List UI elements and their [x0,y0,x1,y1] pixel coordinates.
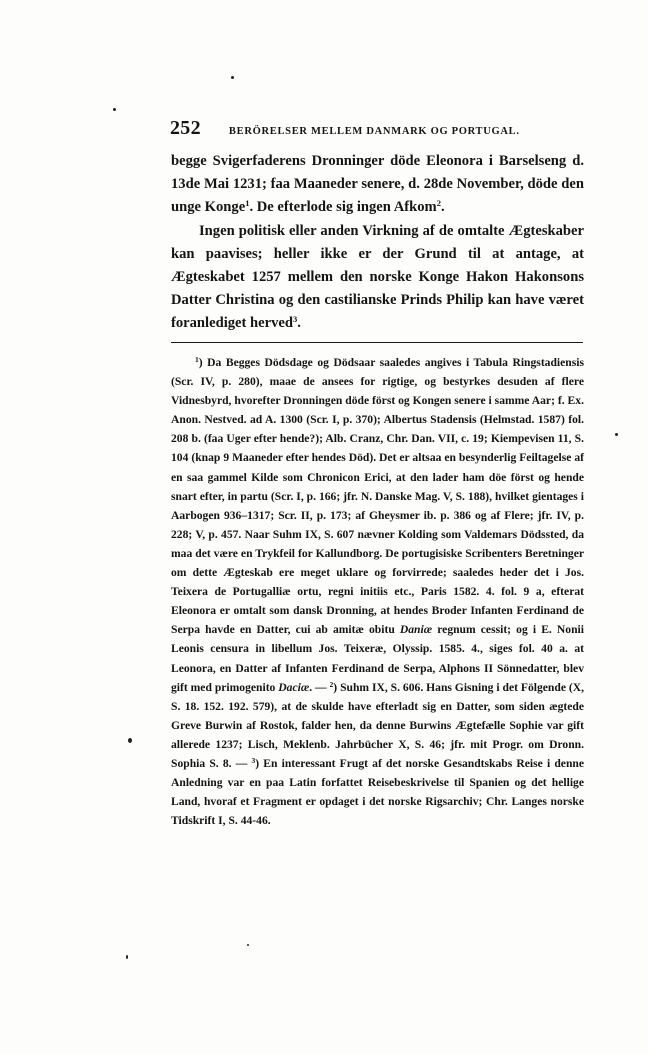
footnotes [171,353,584,830]
footnote-ref-1: 1 [245,198,250,209]
footnote-2-text: Suhm IX, S. 606. Hans Gisning i det Fölgende (X, S. 18. 152. 192. 579), at de skulde have efterladt sig en Datter, som siden ægtede Greve Burwin af Rostok, falder hen, da denne Burwins Ægtefælle Sophie var gift allerede 1237; Lisch, Meklenb. Jahrbücher X, S. 46; jfr. mit Progr. om Dronn. Sophia S. 8. [171,680,585,770]
running-header [170,117,590,139]
footnote-italic-daniae: Daniæ [399,623,433,637]
footnote-divider [171,342,583,343]
ink-speck [126,955,128,959]
footnote-ref-3: 3 [293,314,298,325]
ink-speck [615,433,618,436]
page-number: 252 [170,117,201,139]
ink-speck [247,944,249,946]
footnote-ref-2: 2 [436,198,441,209]
main-text [171,150,584,336]
footnote-italic-daciae: Daciæ [278,680,310,694]
footnote-3-text: En interessant Frugt af det norske Gesandtskabs Reise i denne Anledning var en paa Latin forfattet Reisebeskrivelse til Spanien og det hellige Land, hvoraf et Fragment er opdaget i det norske Rigsarchiv; Chr. Langes norske Tidskrift I, S. 44-46. [171,756,584,828]
footnote-block: $^1$) Da Begges Dödsdage og Dödsaar saaledes angives i Tabula Ringstadiensis (Scr. IV, p. 280), maae de ansees for rigtige, og bestyrkes desuden af flere Vidnesbyrd, hvorefter Dronningen döde först og Kongen senere i samme Aar; f. Ex. Anon. Nestved. ad A. 1300 (Scr. I, p. 370); Albertus Stadensis (Helmstad. 1587) fol. 208 b. (faa Uger efter hende?); Alb. Cranz, Chr. Dan. VII, c. 19; Kiempevisen 11, S. 104 (knap 9 Maaneder efter hendes Död). Det er altsaa en besynderlig Feiltagelse af en saa gammel Kilde som Chronicon Erici, at den lader ham döe först og hende snart efter, in partu (Scr. I, p. 166; jfr. N. Danske Mag. V, S. 188), hvilket gientages i Aarbogen 936–1317; Scr. II, p. 173; af Gheysmer ib. p. 386 og af Flere; jfr. IV, p. 228; V, p. 457. Naar Suhm IX, S. 607 nævner Kolding som Valdemars Dödssted, da maa det være en Trykfeil for Kallundborg. De portugisiske Scribenters Beretninger om dette Ægteskab ere meget uklare og forvirrede; saaledes heder det i Jos. Teixera de Portugalliæ ortu, regni initiis etc., Paris 1582. 4. fol. 9 a, efterat Eleonora er omtalt som dansk Dronning, at hendes Broder Infanten Ferdinand de Serpa havde en Datter, cui ab amitæ obitu Daniæ regnum cessit; og i E. Nonii Leonis censura in libellum Jos. Teixeræ, Olyssip. 1585. 4., siges fol. 40 a. at Leonora, en Datter af Infanten Ferdinand de Serpa, Alphons II Sönnedatter, blev gift med primogenito Daciæ. — $^2$) Suhm IX, S. 606. Hans Gisning i det Fölgende (X, S. 18. 152. 192. 579), at de skulde have efterladt sig en Datter, som siden ægtede Greve Burwin af Rostok, falder hen, da denne Burwins Ægtefælle Sophie var gift allerede 1237; Lisch, Meklenb. Jahrbücher X, S. 46; jfr. mit Progr. om Dronn. Sophia S. 8. — $^3$) En interessant Frugt af det norske Gesandtskabs Reise i denne Anledning var en paa Latin forfattet Reisebeskrivelse til Spanien og det hellige Land, hvoraf et Fragment er opdaget i det norske Rigsarchiv; Chr. Langes norske Tidskrift I, S. 44-46. [171,355,585,828]
paragraph-2: Ingen politisk eller anden Virkning af de omtalte Ægteskaber kan paavises; heller ikke er der Grund til at antage, at Ægteskabet 1257 mellem den norske Konge Hakon Hakonsons Datter Christina og den castilianske Prinds Philip kan have været foranlediget herved$^3$. [171,222,584,332]
ink-speck [231,76,234,79]
footnote-1-text: Da Begges Dödsdage og Dödsaar saaledes angives i Tabula Ringstadiensis (Scr. IV, p. 280), maae de ansees for rigtige, og bestyrkes desuden af flere Vidnesbyrd, hvorefter Dronningen döde först og Kongen senere i samme Aar; f. Ex. Anon. Nestved. ad A. 1300 (Scr. I, p. 370); Albertus Stadensis (Helmstad. 1587) fol. 208 b. (faa Uger efter hende?); Alb. Cranz, Chr. Dan. VII, c. 19; Kiempevisen 11, S. 104 (knap 9 Maaneder efter hendes Död). Det er altsaa en besynderlig Feiltagelse af en saa gammel Kilde som Chronicon Erici, at den lader ham döe först og hende snart efter, in partu (Scr. I, p. 166; jfr. N. Danske Mag. V, S. 188), hvilket gientages i Aarbogen 936–1317; Scr. II, p. 173; af Gheysmer ib. p. 386 og af Flere; jfr. IV, p. 228; V, p. 457. Naar Suhm IX, S. 607 nævner Kolding som Valdemars Dödssted, da maa det være en Trykfeil for Kallundborg. De portugisiske Scribenters Beretninger om dette Ægteskab ere meget uklare og forvirrede; saaledes heder det i Jos. Teixera de Portugalliæ ortu, regni initiis etc., Paris 1582. 4. fol. 9 a, efterat Eleonora er omtalt som dansk Dronning, at hendes Broder Infanten Ferdinand de Serpa havde en Datter, cui ab amitæ obitu [171,356,584,637]
footnote-marker-2: 2 [329,679,334,689]
footnote-marker-3: 3 [251,755,256,765]
ink-speck [113,108,116,111]
footnote-marker-1: 1 [195,355,199,364]
paragraph-1: begge Svigerfaderens Dronninger döde Eleonora i Barselseng d. 13de Mai 1231; faa Maaneder senere, d. 28de November, döde den unge Konge$^1$. De efterlode sig ingen Afkom$^2$. [171,153,584,216]
ink-speck [128,738,132,743]
running-title: BERÖRELSER MELLEM DANMARK OG PORTUGAL. [228,126,520,137]
